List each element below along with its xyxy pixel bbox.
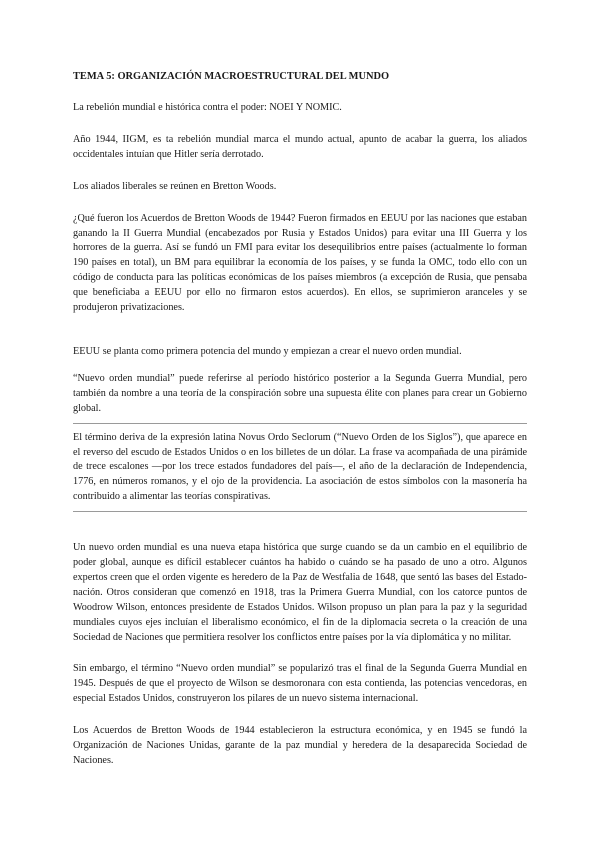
paragraph-eeuu-potencia: EEUU se planta como primera potencia del mundo y empiezan a crear el nuevo orden mundial. — [73, 345, 462, 357]
paragraph-bretton-woods-agreements: ¿Qué fueron los Acuerdos de Bretton Woods de 1944? Fueron firmados en EEUU por las naciones que estaban ganando la II Guerra Mundial (encabezados por Rusia y Estados Unidos) para evitar una III Guerra y los horrores de la guerra. Así se fundó un FMI para evitar los desequilibrios entre países (actualmente lo forman 190 países en total), un BM para equilibrar la economía de los países, y se funda la OMC, todo ello con un código de conducta para las políticas económicas de los países miembros (a excepción de Rusia, que pensaba que beneficiaba a EEUU por ello no firmaron estos acuerdos). En ellos, se suprimieron aranceles y se produjeron privatizaciones. — [73, 212, 527, 314]
paragraph-sin-embargo: Sin embargo, el término “Nuevo orden mundial” se popularizó tras el final de la Segunda Guerra Mundial en 1945. Después de que el proyecto de Wilson se desmoronara con esta contienda, las potencias vencedoras, en especial Estados Unidos, construyeron los pilares de un nuevo sistema internacional. — [73, 663, 527, 705]
document-title: TEMA 5: ORGANIZACIÓN MACROESTRUCTURAL DEL MUNDO — [73, 71, 390, 82]
divider-bottom — [73, 511, 527, 512]
paragraph-onu: Los Acuerdos de Bretton Woods de 1944 establecieron la estructura económica, y en 1945 se fundó la Organización de Naciones Unidas, garante de la paz mundial y heredera de la desaparecida Sociedad de Naciones. — [73, 725, 527, 766]
paragraph-1944: Año 1944, IIGM, es ta rebelión mundial marca el mundo actual, apunto de acabar la guerra, los aliados occidentales intuían que Hitler sería derrotado. — [73, 133, 527, 160]
paragraph-novus-ordo: El término deriva de la expresión latina Novus Ordo Seclorum (“Nuevo Orden de los Siglos”), que aparece en el reverso del escudo de Estados Unidos o en los billetes de un dólar. La frase va acompañada de una pirámide de trece escalones —por los trece estados fundadores del país—, el año de la declaración de Independencia, 1776, en números romanos, y el ojo de la providencia. La asociación de estos símbolos con la masonería ha contribuido a alimentar las teorías conspirativas. — [73, 431, 527, 503]
paragraph-nueva-etapa: Un nuevo orden mundial es una nueva etapa histórica que surge cuando se da un cambio en el equilibrio de poder global, aunque es difícil establecer cuántos ha habido o cuándo se ha pasado de uno a otro. Algunos expertos creen que el orden vigente es heredero de la Paz de Westfalia de 1648, que sentó las bases del Estado-nación. Otros consideran que comenzó en 1918, tras la Primera Guerra Mundial, con los catorce puntos de Woodrow Wilson, entonces presidente de Estados Unidos. Wilson propuso un plan para la paz y la seguridad mundiales cuyos ejes incluían el liberalismo económico, el fin de la diplomacia secreta o la creación de una Sociedad de Naciones que permitiera resolver los conflictos entre países por la vía diplomática y no militar. — [73, 542, 527, 643]
paragraph-bretton-woods-meeting: Los aliados liberales se reúnen en Bretton Woods. — [73, 180, 277, 192]
divider-top — [73, 423, 527, 424]
paragraph-rebellion: La rebelión mundial e histórica contra el poder: NOEI Y NOMIC. — [73, 102, 342, 113]
paragraph-nuevo-orden: “Nuevo orden mundial” puede referirse al período histórico posterior a la Segunda Guerra Mundial, pero también da nombre a una teoría de la conspiración sobre una supuesta élite con planes para crear un Gobierno global. — [73, 372, 527, 414]
